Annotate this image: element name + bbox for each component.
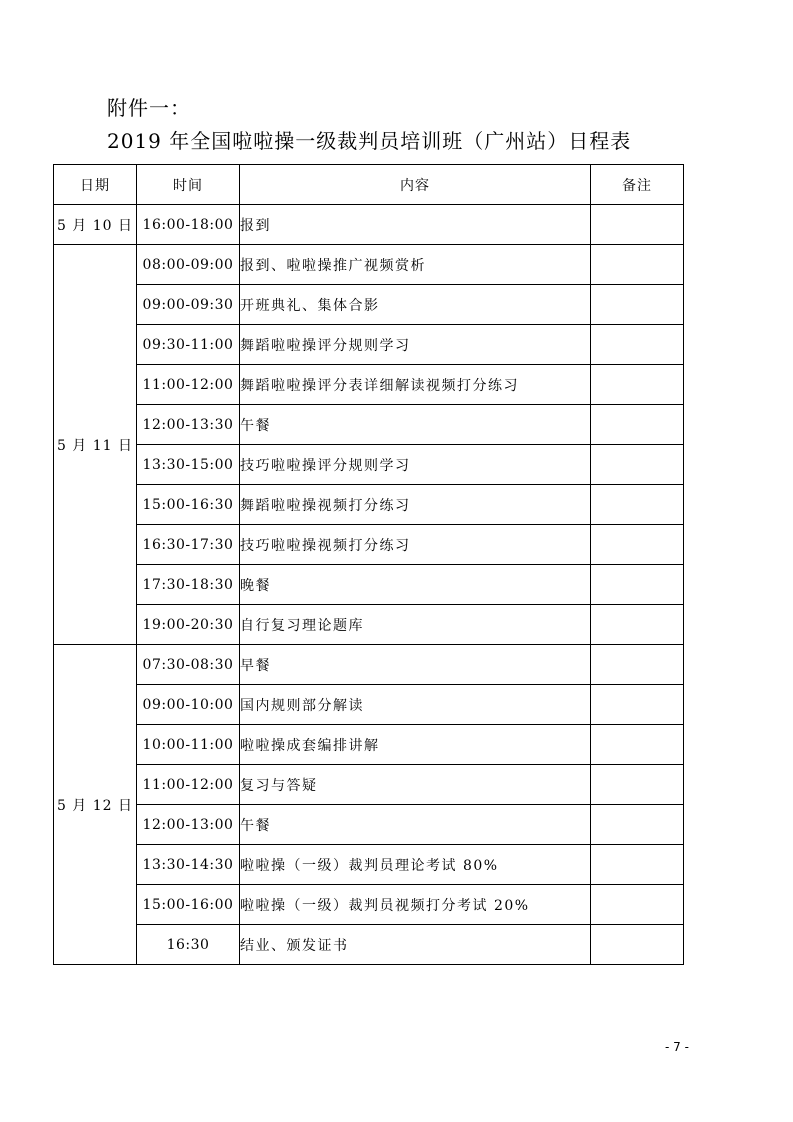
content-cell: 舞蹈啦啦操评分表详细解读视频打分练习 <box>240 365 591 405</box>
note-cell <box>591 245 684 285</box>
time-cell: 12:00-13:30 <box>137 405 240 445</box>
content-cell: 啦啦操（一级）裁判员理论考试 80% <box>240 845 591 885</box>
note-cell <box>591 445 684 485</box>
table-row <box>54 765 684 805</box>
table-row <box>54 925 684 965</box>
time-cell: 11:00-12:00 <box>137 765 240 805</box>
table-row <box>54 565 684 605</box>
note-cell <box>591 845 684 885</box>
time-cell: 09:00-10:00 <box>137 685 240 725</box>
content-cell: 啦啦操（一级）裁判员视频打分考试 20% <box>240 885 591 925</box>
table-header-row <box>54 165 684 205</box>
table-row <box>54 445 684 485</box>
page-number: - 7 - <box>665 1040 689 1054</box>
table-row <box>54 805 684 845</box>
time-cell: 19:00-20:30 <box>137 605 240 645</box>
time-cell: 16:30 <box>137 925 240 965</box>
note-cell <box>591 405 684 445</box>
time-cell: 17:30-18:30 <box>137 565 240 605</box>
table-row <box>54 525 684 565</box>
document-title: 2019 年全国啦啦操一级裁判员培训班（广州站）日程表 <box>107 129 632 153</box>
table-row <box>54 885 684 925</box>
table-row <box>54 485 684 525</box>
time-cell: 16:30-17:30 <box>137 525 240 565</box>
date-cell: 5 月 12 日 <box>54 645 137 965</box>
content-cell: 技巧啦啦操视频打分练习 <box>240 525 591 565</box>
content-cell: 自行复习理论题库 <box>240 605 591 645</box>
header-date: 日期 <box>54 165 137 205</box>
header-note: 备注 <box>591 165 684 205</box>
table-row <box>54 605 684 645</box>
content-cell: 早餐 <box>240 645 591 685</box>
table-row <box>54 285 684 325</box>
attachment-label: 附件一： <box>107 96 191 120</box>
content-cell: 午餐 <box>240 405 591 445</box>
table-row <box>54 845 684 885</box>
content-cell: 复习与答疑 <box>240 765 591 805</box>
table-row <box>54 365 684 405</box>
time-cell: 15:00-16:00 <box>137 885 240 925</box>
note-cell <box>591 725 684 765</box>
content-cell: 结业、颁发证书 <box>240 925 591 965</box>
header-content: 内容 <box>240 165 591 205</box>
note-cell <box>591 605 684 645</box>
content-cell: 舞蹈啦啦操评分规则学习 <box>240 325 591 365</box>
note-cell <box>591 925 684 965</box>
content-cell: 晚餐 <box>240 565 591 605</box>
time-cell: 09:00-09:30 <box>137 285 240 325</box>
time-cell: 09:30-11:00 <box>137 325 240 365</box>
time-cell: 07:30-08:30 <box>137 645 240 685</box>
table-body <box>54 205 684 965</box>
time-cell: 15:00-16:30 <box>137 485 240 525</box>
note-cell <box>591 645 684 685</box>
note-cell <box>591 365 684 405</box>
note-cell <box>591 205 684 245</box>
note-cell <box>591 565 684 605</box>
time-cell: 13:30-14:30 <box>137 845 240 885</box>
note-cell <box>591 765 684 805</box>
table-row <box>54 725 684 765</box>
note-cell <box>591 885 684 925</box>
note-cell <box>591 525 684 565</box>
note-cell <box>591 325 684 365</box>
note-cell <box>591 285 684 325</box>
time-cell: 10:00-11:00 <box>137 725 240 765</box>
time-cell: 16:00-18:00 <box>137 205 240 245</box>
content-cell: 午餐 <box>240 805 591 845</box>
content-cell: 技巧啦啦操评分规则学习 <box>240 445 591 485</box>
note-cell <box>591 685 684 725</box>
content-cell: 国内规则部分解读 <box>240 685 591 725</box>
content-cell: 舞蹈啦啦操视频打分练习 <box>240 485 591 525</box>
content-cell: 开班典礼、集体合影 <box>240 285 591 325</box>
time-cell: 08:00-09:00 <box>137 245 240 285</box>
content-cell: 啦啦操成套编排讲解 <box>240 725 591 765</box>
table-row <box>54 645 684 685</box>
table-row <box>54 205 684 245</box>
content-cell: 报到、啦啦操推广视频赏析 <box>240 245 591 285</box>
table-row <box>54 405 684 445</box>
time-cell: 13:30-15:00 <box>137 445 240 485</box>
header-time: 时间 <box>137 165 240 205</box>
time-cell: 12:00-13:00 <box>137 805 240 845</box>
note-cell <box>591 805 684 845</box>
table-row <box>54 685 684 725</box>
schedule-table <box>53 164 684 965</box>
time-cell: 11:00-12:00 <box>137 365 240 405</box>
note-cell <box>591 485 684 525</box>
date-cell: 5 月 11 日 <box>54 245 137 645</box>
content-cell: 报到 <box>240 205 591 245</box>
table-row <box>54 245 684 285</box>
table-row <box>54 325 684 365</box>
date-cell: 5 月 10 日 <box>54 205 137 245</box>
